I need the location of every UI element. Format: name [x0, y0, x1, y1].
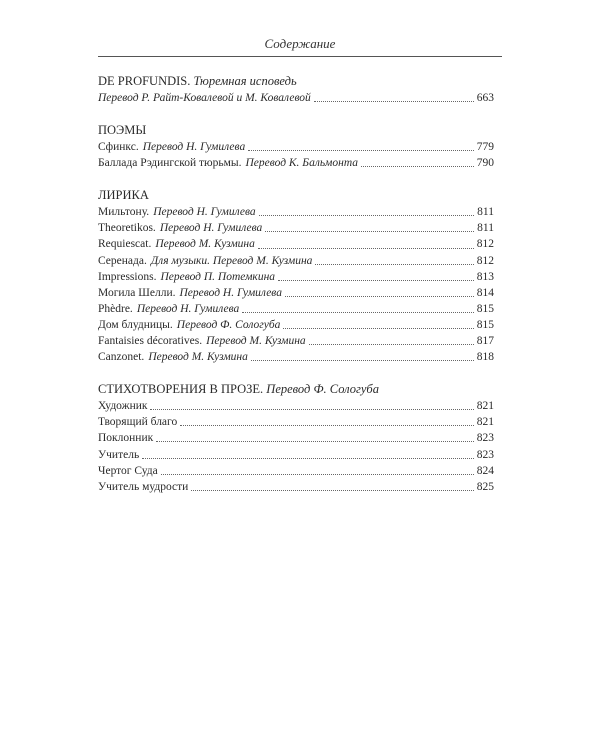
entry-title: Баллада Рэдингской тюрьмы.: [98, 157, 242, 170]
section-heading: [98, 73, 494, 90]
entry-title: Поклонник: [98, 432, 154, 445]
header-rule: [98, 56, 502, 57]
entry-translator: Перевод М. Кузмина: [148, 351, 248, 364]
toc-section: [98, 187, 494, 365]
dot-leader: [180, 424, 474, 426]
page-number: 813: [476, 270, 494, 283]
entry-translator: Перевод Н. Гумилева: [142, 141, 246, 154]
page-number: 824: [476, 464, 494, 477]
page-number: 825: [476, 480, 494, 493]
entry-title: Phèdre.: [98, 302, 133, 315]
entry-title: Requiescat.: [98, 238, 152, 251]
dot-leader: [361, 165, 474, 167]
entry-translator: Перевод К. Бальмонта: [245, 157, 359, 170]
dot-leader: [285, 295, 474, 297]
page-number: 779: [476, 141, 494, 154]
page-number: 812: [476, 254, 494, 267]
entry-title: Canzonet.: [98, 351, 145, 364]
toc-entry: [98, 463, 494, 479]
dot-leader: [150, 408, 473, 410]
toc-section: [98, 73, 494, 106]
running-head: Содержание: [264, 36, 336, 51]
toc-entry: [98, 447, 494, 463]
toc-entry: [98, 398, 494, 414]
toc-entry: [98, 349, 494, 365]
toc-entry: [98, 317, 494, 333]
toc-entry: [98, 90, 494, 106]
toc-entry: [98, 220, 494, 236]
section-heading-text: DE PROFUNDIS.: [98, 74, 191, 88]
entry-title: Серенада.: [98, 254, 147, 267]
dot-leader: [314, 100, 474, 102]
entry-title: Учитель: [98, 448, 140, 461]
page-number: 814: [476, 286, 494, 299]
toc-entry: [98, 479, 494, 495]
page-number: 790: [476, 157, 494, 170]
toc-entry: [98, 333, 494, 349]
dot-leader: [242, 311, 473, 313]
page-number: 811: [477, 222, 494, 235]
dot-leader: [315, 263, 473, 265]
entry-title: Impressions.: [98, 270, 157, 283]
section-heading-text: ПОЭМЫ: [98, 123, 147, 138]
toc-entry: [98, 269, 494, 285]
page-number: 663: [476, 92, 494, 104]
section-heading-text: СТИХОТВОРЕНИЯ В ПРОЗЕ.: [98, 382, 264, 397]
page-number: 823: [476, 432, 494, 445]
dot-leader: [283, 327, 473, 329]
entry-translator: Перевод Н. Гумилева: [159, 222, 263, 235]
table-of-contents: [98, 73, 494, 511]
entry-title: Дом блудницы.: [98, 318, 173, 331]
entry-title: Учитель мудрости: [98, 480, 189, 493]
entry-translator: Перевод Н. Гумилева: [153, 206, 256, 219]
entry-title: Чертог Суда: [98, 464, 158, 477]
toc-entry: [98, 253, 494, 269]
dot-leader: [142, 457, 474, 459]
dot-leader: [265, 230, 474, 232]
section-heading-note: Перевод Ф. Сологуба: [266, 382, 379, 397]
entry-translator: Перевод М. Кузмина: [155, 238, 255, 251]
section-heading: [98, 381, 494, 398]
toc-entry: [98, 204, 494, 220]
section-heading: [98, 187, 494, 204]
section-heading-note: Тюремная исповедь: [193, 74, 297, 88]
toc-section: [98, 381, 494, 495]
page-number: 811: [477, 206, 494, 219]
page-number: 818: [476, 351, 494, 364]
page-number: 817: [476, 335, 494, 348]
dot-leader: [278, 279, 474, 281]
toc-entry: [98, 139, 494, 155]
dot-leader: [161, 473, 474, 475]
dot-leader: [248, 149, 474, 151]
entry-translator: Перевод Р. Райт-Ковалевой и М. Ковалевой: [98, 92, 311, 104]
page-number: 821: [476, 400, 494, 413]
dot-leader: [258, 247, 474, 249]
entry-title: Theoretikos.: [98, 222, 156, 235]
section-heading-text: ЛИРИКА: [98, 188, 149, 203]
entry-translator: Перевод Ф. Сологуба: [176, 318, 281, 331]
entry-title: Творящий благо: [98, 416, 178, 429]
page-number: 812: [476, 238, 494, 251]
entry-title: Мильтону.: [98, 206, 150, 219]
entry-translator: Перевод Н. Гумилева: [179, 286, 282, 299]
toc-entry: [98, 301, 494, 317]
entry-title: Сфинкс.: [98, 141, 139, 154]
section-heading: [98, 122, 494, 139]
toc-entry: [98, 285, 494, 301]
dot-leader: [259, 214, 475, 216]
toc-section: [98, 122, 494, 171]
dot-leader: [251, 359, 474, 361]
entry-title: Могила Шелли.: [98, 286, 176, 299]
toc-entry: [98, 236, 494, 252]
entry-translator: Перевод М. Кузмина: [206, 335, 306, 348]
entry-translator: Для музыки. Перевод М. Кузмина: [150, 254, 313, 267]
page-number: 823: [476, 448, 494, 461]
toc-entry: [98, 414, 494, 430]
entry-title: Художник: [98, 400, 148, 413]
page-number: 821: [476, 416, 494, 429]
dot-leader: [191, 489, 473, 491]
entry-translator: Перевод П. Потемкина: [160, 270, 276, 283]
page-number: 815: [476, 302, 494, 315]
dot-leader: [156, 440, 474, 442]
entry-title: Fantaisies décoratives.: [98, 335, 203, 348]
dot-leader: [309, 343, 474, 345]
entry-translator: Перевод Н. Гумилева: [136, 302, 240, 315]
toc-entry: [98, 430, 494, 446]
page-number: 815: [476, 318, 494, 331]
toc-entry: [98, 155, 494, 171]
